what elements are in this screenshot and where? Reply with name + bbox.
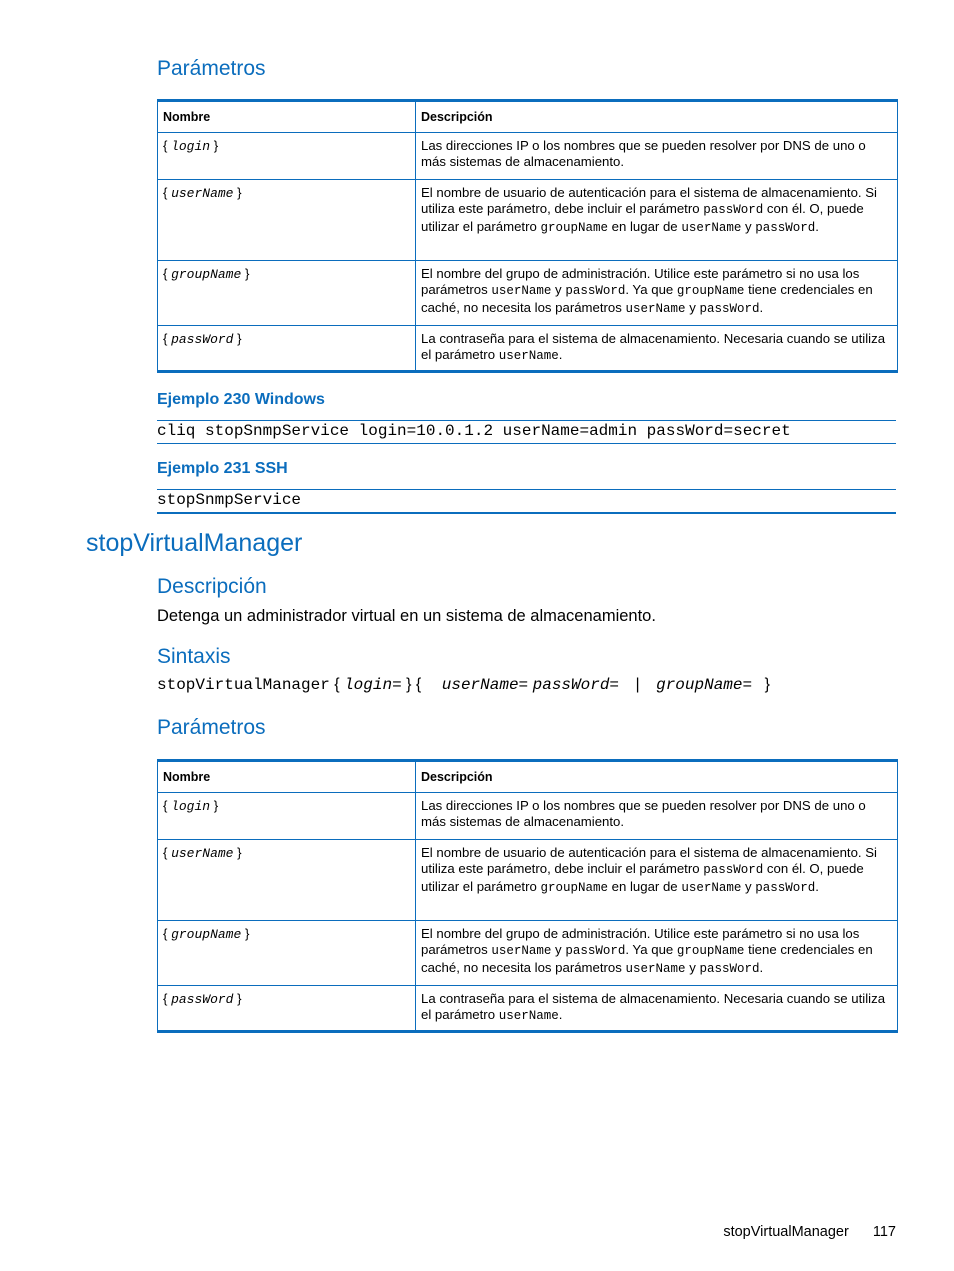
params-table-2 xyxy=(157,759,898,1033)
param-name-password: { passWord } xyxy=(158,985,416,1031)
table-header-row xyxy=(158,761,898,793)
footer-title: stopVirtualManager xyxy=(723,1224,849,1240)
params-table-1 xyxy=(157,99,898,373)
syntax-brace: } { xyxy=(406,676,422,693)
page-number: 117 xyxy=(872,1224,896,1240)
table-row xyxy=(158,132,898,179)
param-desc-username: El nombre de usuario de autenticación para el sistema de almacenamiento. Si utiliza este parámetro, debe incluir el parámetro passWord con él. O, puede utilizar el parámetro groupName en lugar de userName y passWord. xyxy=(416,179,898,260)
table-row xyxy=(158,839,898,920)
syntax-password: passWord= xyxy=(532,676,620,694)
param-desc-groupname: El nombre del grupo de administración. Utilice este parámetro si no usa los parámetros userName y passWord. Ya que groupName tiene credenciales en caché, no necesita los parámetros userName y passWord. xyxy=(416,260,898,325)
param-desc-groupname: El nombre del grupo de administración. Utilice este parámetro si no usa los parámetros userName y passWord. Ya que groupName tiene credenciales en caché, no necesita los parámetros userName y passWord. xyxy=(416,920,898,985)
param-desc-password: La contraseña para el sistema de almacenamiento. Necesaria cuando se utiliza el parámetro userName. xyxy=(416,985,898,1031)
params-heading-2: Parámetros xyxy=(157,716,266,739)
col-header-description: Descripción xyxy=(416,761,898,793)
table-row xyxy=(158,985,898,1031)
table-row xyxy=(158,260,898,325)
param-name-username: { userName } xyxy=(158,179,416,260)
syntax-pipe: | xyxy=(635,676,640,693)
example-231-code: stopSnmpService xyxy=(157,490,896,514)
param-name-username: { userName } xyxy=(158,839,416,920)
param-name-groupname: { groupName } xyxy=(158,260,416,325)
param-name-login: { login } xyxy=(158,792,416,839)
table-row xyxy=(158,179,898,260)
syntax-groupname: groupName= xyxy=(656,676,753,694)
syntax-brace: } xyxy=(764,676,770,693)
param-desc-password: La contraseña para el sistema de almacenamiento. Necesaria cuando se utiliza el parámetro userName. xyxy=(416,325,898,371)
description-text: Detenga un administrador virtual en un sistema de almacenamiento. xyxy=(157,607,656,625)
param-name-password: { passWord } xyxy=(158,325,416,371)
description-heading: Descripción xyxy=(157,575,267,598)
syntax-brace: { xyxy=(334,676,340,693)
col-header-description: Descripción xyxy=(416,101,898,133)
param-name-login: { login } xyxy=(158,132,416,179)
params-heading-1: Parámetros xyxy=(157,57,266,80)
syntax-login: login= xyxy=(344,676,402,694)
syntax-heading: Sintaxis xyxy=(157,645,231,668)
table-header-row xyxy=(158,101,898,133)
table-row xyxy=(158,920,898,985)
table-row xyxy=(158,792,898,839)
col-header-name: Nombre xyxy=(158,761,416,793)
syntax-username: userName= xyxy=(441,676,529,694)
syntax-line xyxy=(157,676,770,694)
table-row xyxy=(158,325,898,371)
example-231-label: Ejemplo 231 SSH xyxy=(157,460,288,477)
param-desc-username: El nombre de usuario de autenticación para el sistema de almacenamiento. Si utiliza este parámetro, debe incluir el parámetro passWord con él. O, puede utilizar el parámetro groupName en lugar de userName y passWord. xyxy=(416,839,898,920)
page-footer xyxy=(723,1224,896,1240)
syntax-command: stopVirtualManager xyxy=(157,676,330,694)
example-230-code: cliq stopSnmpService login=10.0.1.2 userName=admin passWord=secret xyxy=(157,421,896,444)
page-title: stopVirtualManager xyxy=(86,529,303,557)
col-header-name: Nombre xyxy=(158,101,416,133)
param-name-groupname: { groupName } xyxy=(158,920,416,985)
example-230-label: Ejemplo 230 Windows xyxy=(157,391,325,408)
param-desc-login: Las direcciones IP o los nombres que se pueden resolver por DNS de uno o más sistemas de almacenamiento. xyxy=(416,132,898,179)
param-desc-login: Las direcciones IP o los nombres que se pueden resolver por DNS de uno o más sistemas de almacenamiento. xyxy=(416,792,898,839)
